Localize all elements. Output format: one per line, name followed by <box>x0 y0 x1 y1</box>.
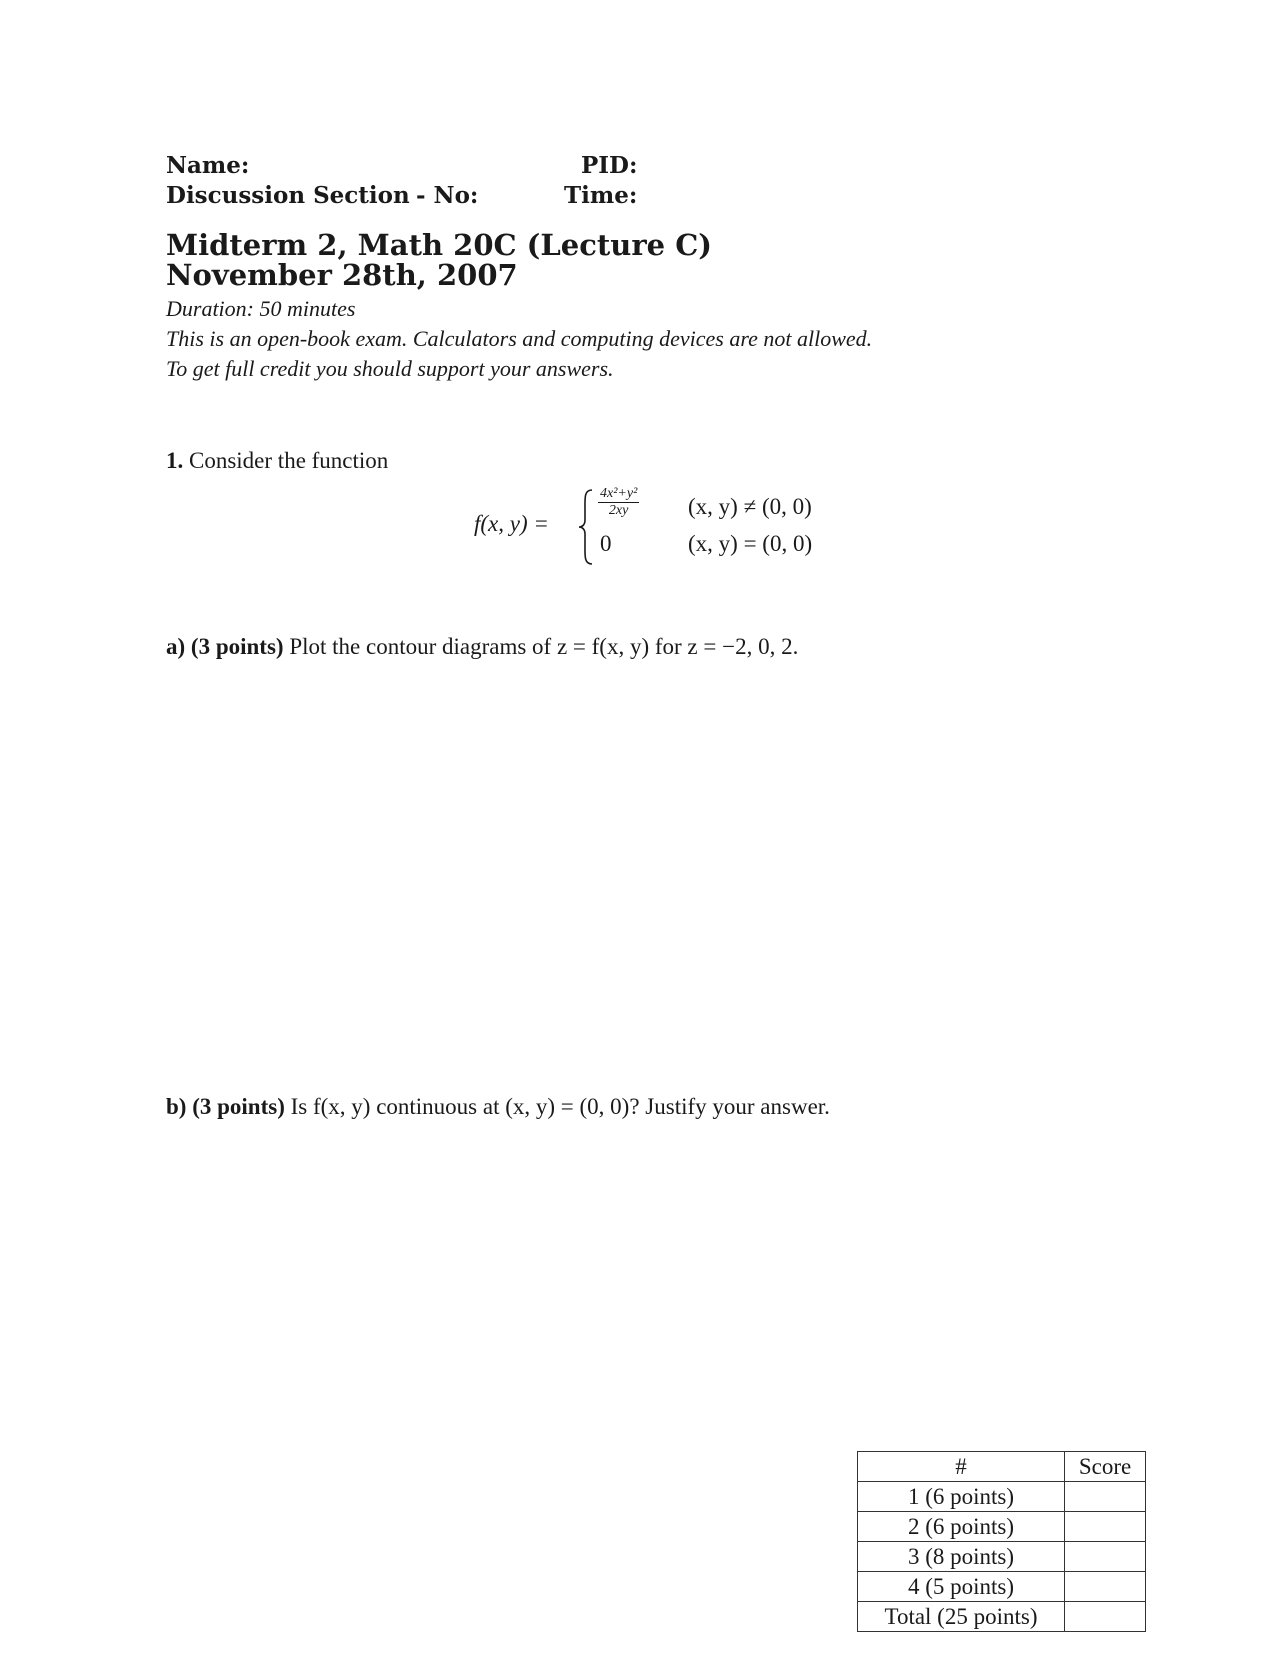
total-points-cell: Total (25 points) <box>858 1602 1065 1632</box>
score-cell <box>1065 1512 1146 1542</box>
score-cell <box>1065 1482 1146 1512</box>
fraction-case-1 <box>598 486 639 519</box>
total-score-cell <box>1065 1602 1146 1632</box>
part-b-label: b) (3 points) <box>166 1094 285 1119</box>
pid-label: PID: <box>581 152 638 179</box>
left-brace <box>576 488 596 566</box>
problem-points-cell: 2 (6 points) <box>858 1512 1065 1542</box>
case-2-condition: (x, y) = (0, 0) <box>688 531 813 556</box>
table-row <box>858 1542 1146 1572</box>
problem-points-cell: 4 (5 points) <box>858 1572 1065 1602</box>
score-cell <box>1065 1542 1146 1572</box>
function-lhs: f(x, y) = <box>474 511 549 536</box>
table-row <box>858 1572 1146 1602</box>
exam-duration: Duration: 50 minutes <box>166 296 356 321</box>
part-b-text: Is f(x, y) continuous at (x, y) = (0, 0)? Justify your answer. <box>290 1094 830 1119</box>
exam-title: Midterm 2, Math 20C (Lecture C) <box>166 228 713 262</box>
score-table-header-number: # <box>858 1452 1065 1482</box>
part-a-text: Plot the contour diagrams of z = f(x, y) for z = −2, 0, 2. <box>289 634 799 659</box>
problem-intro-text: Consider the function <box>189 448 389 473</box>
score-table-header-row <box>858 1452 1146 1482</box>
instruction-line-1: This is an open-book exam. Calculators and computing devices are not allowed. <box>166 326 873 351</box>
table-row <box>858 1602 1146 1632</box>
name-label: Name: <box>166 152 250 179</box>
part-a <box>166 634 798 660</box>
time-label: Time: <box>564 182 638 209</box>
exam-date: November 28th, 2007 <box>166 258 518 292</box>
discussion-section-label: Discussion Section <box>166 182 410 209</box>
instruction-line-2: To get full credit you should support your answers. <box>166 356 614 381</box>
table-row <box>858 1482 1146 1512</box>
problem-points-cell: 3 (8 points) <box>858 1542 1065 1572</box>
case-1-condition: (x, y) ≠ (0, 0) <box>688 494 812 519</box>
case-2-value: 0 <box>600 531 612 556</box>
problem-1-intro <box>166 448 388 474</box>
fraction-numerator: 4x²+y² <box>600 486 638 501</box>
fraction-denominator: 2xy <box>608 503 629 518</box>
score-cell <box>1065 1572 1146 1602</box>
part-a-label: a) (3 points) <box>166 634 284 659</box>
problem-number: 1. <box>166 448 184 473</box>
score-table <box>857 1451 1146 1632</box>
table-row <box>858 1512 1146 1542</box>
problem-points-cell: 1 (6 points) <box>858 1482 1065 1512</box>
section-number-label: - No: <box>416 182 479 209</box>
score-table-header-score: Score <box>1065 1452 1146 1482</box>
part-b <box>166 1094 830 1120</box>
